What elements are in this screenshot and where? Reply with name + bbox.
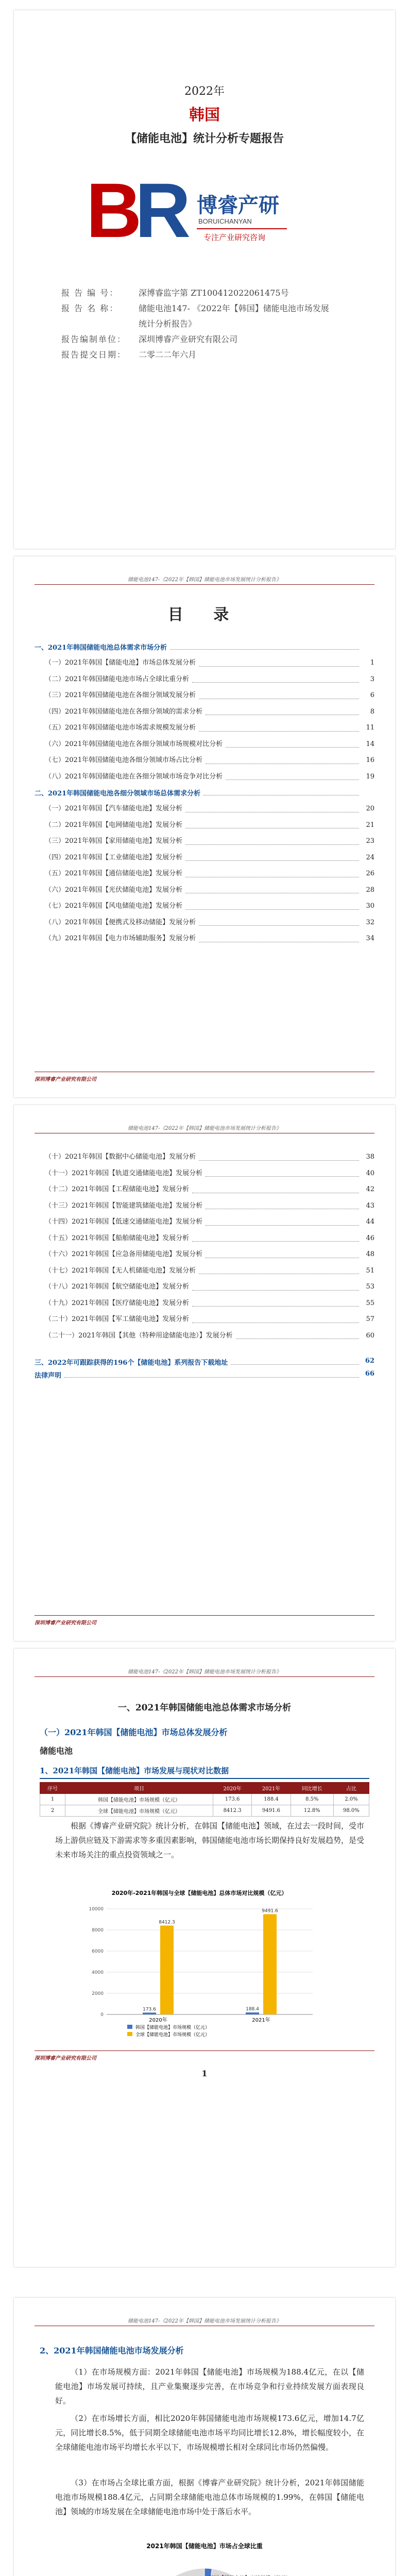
y-tick-label: 4000: [92, 1970, 104, 1975]
toc-item[interactable]: （十三）2021年韩国【智能建筑储能电池】发展分析 43: [45, 1198, 374, 1214]
page-footer: 深圳博睿产业研究有限公司: [35, 1072, 374, 1082]
toc-section[interactable]: 一、2021年韩国储能电池总体需求市场分析: [35, 642, 374, 652]
table-cell: 1: [40, 1794, 65, 1805]
table-cell: 韩国【储能电池】市场规模（亿元）: [65, 1794, 213, 1805]
chapter-heading: 一、2021年韩国储能电池总体需求市场分析: [117, 1703, 292, 1713]
toc-item[interactable]: （二）2021年韩国储能电池市场占全球比重分析 3: [45, 671, 374, 688]
bar: [143, 2012, 156, 2014]
y-tick-label: 10000: [89, 1907, 104, 1912]
toc-list: [35, 1149, 374, 1383]
bar: [263, 1914, 277, 2014]
table-cell: 9491.6: [252, 1805, 291, 1817]
table-cell: 12.8%: [291, 1805, 333, 1817]
toc-item[interactable]: （十一）2021年韩国【轨道交通储能电池】发展分析 40: [45, 1165, 374, 1182]
toc-page-1: [14, 556, 395, 1097]
report-country: 韩国: [189, 106, 220, 124]
section-heading: （一）2021年韩国【储能电池】市场总体发展分析: [40, 1727, 228, 1737]
bar-label: 9491.6: [262, 1908, 278, 1914]
chart-title: 2020年-2021年韩国与全球【储能电池】总体市场对比规模（亿元）: [111, 1890, 287, 1896]
y-tick-label: 2000: [92, 1991, 104, 1996]
content-page-2: [14, 2298, 395, 2576]
table-row: [40, 1805, 369, 1817]
report-year: 2022年: [184, 85, 225, 98]
company-logo: [81, 165, 328, 252]
svg-text:B: B: [86, 167, 142, 252]
toc-item[interactable]: （十四）2021年韩国【低速交通储能电池】发展分析 44: [45, 1214, 374, 1230]
page-header: 储能电池147-《2022年【韩国】储能电池市场发展统计分析报告》: [35, 2316, 374, 2326]
paragraph: （2）在市场增长方面，相比2020年韩国储能电池市场规模173.6亿元，增加14.7亿元，同比增长8.5%，低于同期全球储能电池市场平均同比增长12.8%，增长幅度较小，在全球储能电池市场平均增长水平以下，市场规模增长相对全球同比市场仍然偏慢。: [55, 2414, 364, 2452]
toc-item[interactable]: （十六）2021年韩国【应急备用储能电池】发展分析 48: [45, 1246, 374, 1263]
table-cell: 全球【储能电池】市场规模（亿元）: [65, 1805, 213, 1817]
report-title: 【储能电池】统计分析专题报告: [125, 132, 284, 145]
y-tick-label: 8000: [92, 1928, 104, 1933]
svg-text:R: R: [135, 167, 191, 252]
table-header-cell: 占比: [333, 1783, 369, 1794]
toc-item[interactable]: （十七）2021年韩国【无人机储能电池】发展分析 51: [45, 1263, 374, 1279]
toc-title: 目 录: [167, 606, 242, 624]
table-cell: 188.4: [252, 1794, 291, 1805]
toc-item[interactable]: （二十）2021年韩国【军工储能电池】发展分析 57: [45, 1311, 374, 1328]
x-tick-label: 2021年: [252, 2018, 270, 2023]
toc-page-2: [14, 1105, 395, 1641]
toc-item[interactable]: （六）2021年韩国储能电池在各细分领域市场规模对比分析 14: [45, 736, 374, 753]
sub-heading: 储能电池: [40, 1746, 73, 1756]
toc-item[interactable]: （八）2021年韩国【便携式及移动储能】发展分析 32: [45, 914, 374, 931]
bar: [160, 1926, 174, 2014]
toc-item[interactable]: （七）2021年韩国【风电储能电池】发展分析 30: [45, 898, 374, 914]
y-tick-label: 0: [100, 2012, 104, 2018]
toc-section[interactable]: 法律声明 66: [35, 1370, 374, 1380]
bar: [246, 2012, 259, 2014]
toc-item[interactable]: （十九）2021年韩国【医疗储能电池】发展分析 55: [45, 1295, 374, 1312]
bar-label: 188.4: [246, 2007, 259, 2012]
logo-sub: BORUICHANYAN: [198, 217, 252, 225]
toc-item[interactable]: （十八）2021年韩国【航空储能电池】发展分析 53: [45, 1279, 374, 1295]
toc-item[interactable]: （十五）2021年韩国【船舶储能电池】发展分析 46: [45, 1230, 374, 1247]
content-page-1: [14, 1649, 395, 2267]
paragraph: 根据《博睿产业研究院》统计分析，在韩国【储能电池】领域，在过去一段时间，受市场上游供应链及下游需求等多重因素影响，韩国储能电池市场长期保持良好发展趋势，是受未来市场关注的重点投资领域之一。: [55, 1821, 365, 1859]
toc-item[interactable]: （四）2021年韩国【工业储能电池】发展分析 24: [45, 850, 374, 866]
toc-item[interactable]: （六）2021年韩国【光伏储能电池】发展分析 28: [45, 882, 374, 899]
paragraph: （3）在市场占全球比重方面，根据《博睿产业研究院》统计分析，2021年韩国储能电池市场规模188.4亿元，占同期全球储能电池总体市场规模的1.99%，在韩国【储能电池】领域的市场发展在全球储能电池市场中处于落后水平。: [55, 2478, 364, 2516]
table-cell: 2: [40, 1805, 65, 1817]
pie-slice: [145, 2568, 264, 2576]
logo-slogan: 专注产业研究咨询: [203, 233, 266, 242]
table-row: [40, 1794, 369, 1805]
table-title: 1、2021年韩国【储能电池】市场发展与现状对比数据: [40, 1765, 369, 1779]
toc-item[interactable]: （七）2021年韩国储能电池各细分领域市场占比分析 16: [45, 752, 374, 769]
toc-item[interactable]: （一）2021年韩国【储能电池】市场总体发展分析 1: [45, 655, 374, 671]
section-heading: 2、2021年韩国储能电池市场发展分析: [40, 2346, 184, 2355]
table-cell: 2.0%: [333, 1794, 369, 1805]
table-cell: 8.5%: [291, 1794, 333, 1805]
y-tick-label: 6000: [92, 1949, 104, 1954]
page-header: 储能电池147-《2022年【韩国】储能电池市场发展统计分析报告》: [35, 1124, 374, 1133]
table-header-cell: 2020年: [213, 1783, 251, 1794]
toc-item[interactable]: （二十一）2021年韩国【其他（特种用途储能电池）】发展分析 60: [45, 1328, 374, 1344]
toc-item[interactable]: （五）2021年韩国【通信储能电池】发展分析 26: [45, 866, 374, 882]
table-cell: 173.6: [213, 1794, 251, 1805]
toc-item[interactable]: （十二）2021年韩国【工程储能电池】发展分析 42: [45, 1181, 374, 1198]
x-tick-label: 2020年: [149, 2018, 167, 2023]
bar-label: 173.6: [143, 2007, 156, 2012]
toc-item[interactable]: （二）2021年韩国【电网储能电池】发展分析 21: [45, 817, 374, 834]
toc-section[interactable]: 三、2022年可跟踪获得的196个【储能电池】系列报告下载地址 62: [35, 1357, 374, 1367]
table-header-cell: 2021年: [252, 1783, 291, 1794]
toc-item[interactable]: （九）2021年韩国【电力市场辅助服务】发展分析 34: [45, 930, 374, 947]
paragraph: （1）在市场规模方面：2021年韩国【储能电池】市场规模为188.4亿元，在以【储能电池】市场发展可持续，且产业集聚逐步完善，在市场竞争和行业持续发展方面表现良好。: [55, 2367, 364, 2405]
legend-label: 全球【储能电池】市场规模（亿元）: [135, 2032, 210, 2038]
report-info: 报 告 编 号： 深博睿监字第 ZT100412022061475号 报 告 名 称： 储能电池147- 《2022年【韩国】储能电池市场发展统计分析报告》 报告编制单位： 深圳博睿产业研究有限公司 报告提交日期： 二零二二年六月: [61, 288, 329, 360]
data-table: [40, 1782, 369, 1817]
table-cell: 8412.3: [213, 1805, 251, 1817]
bar-label: 8412.3: [159, 1920, 175, 1925]
table-header-cell: 项目: [65, 1783, 213, 1794]
legend-swatch: [127, 2025, 132, 2029]
chart-title: 2021年韩国【储能电池】市场占全球比重: [146, 2543, 263, 2550]
logo-brand: 博睿产研: [197, 194, 279, 217]
table-cell: 98.0%: [333, 1805, 369, 1817]
page-footer: 深圳博睿产业研究有限公司: [35, 2050, 374, 2061]
toc-list: [35, 639, 374, 947]
cover-page: [14, 10, 395, 549]
toc-item[interactable]: （三）2021年韩国储能电池在各细分领域发展分析 6: [45, 687, 374, 704]
table-header-cell: 序号: [40, 1783, 65, 1794]
toc-item[interactable]: （十）2021年韩国【数据中心储能电池】发展分析 38: [45, 1149, 374, 1165]
bar-chart: [71, 1886, 328, 2040]
table-header-cell: 同比增长: [291, 1783, 333, 1794]
toc-item[interactable]: （三）2021年韩国【家用储能电池】发展分析 23: [45, 833, 374, 850]
toc-item[interactable]: （一）2021年韩国【汽车储能电池】发展分析 20: [45, 801, 374, 817]
toc-section[interactable]: 二、2021年韩国储能电池各细分领域市场总体需求分析: [35, 788, 374, 798]
page-header: 储能电池147-《2022年【韩国】储能电池市场发展统计分析报告》: [35, 575, 374, 585]
toc-item[interactable]: （四）2021年韩国储能电池在各细分领域的需求分析 8: [45, 704, 374, 720]
toc-item[interactable]: （八）2021年韩国储能电池在各细分领域市场竞争对比分析 19: [45, 769, 374, 785]
page-footer: 深圳博睿产业研究有限公司: [35, 1615, 374, 1626]
data-table-block: [40, 1765, 369, 1817]
pie-slice: [204, 2568, 212, 2576]
page-header: 储能电池147-《2022年【韩国】储能电池市场发展统计分析报告》: [35, 1667, 374, 1677]
legend-swatch: [127, 2032, 132, 2036]
legend-label: 韩国【储能电池】市场规模（亿元）: [135, 2025, 210, 2030]
toc-item[interactable]: （五）2021年韩国储能电池市场需求规模发展分析 11: [45, 720, 374, 736]
pie-chart: [101, 2540, 308, 2576]
page-number: 1: [201, 2069, 208, 2078]
